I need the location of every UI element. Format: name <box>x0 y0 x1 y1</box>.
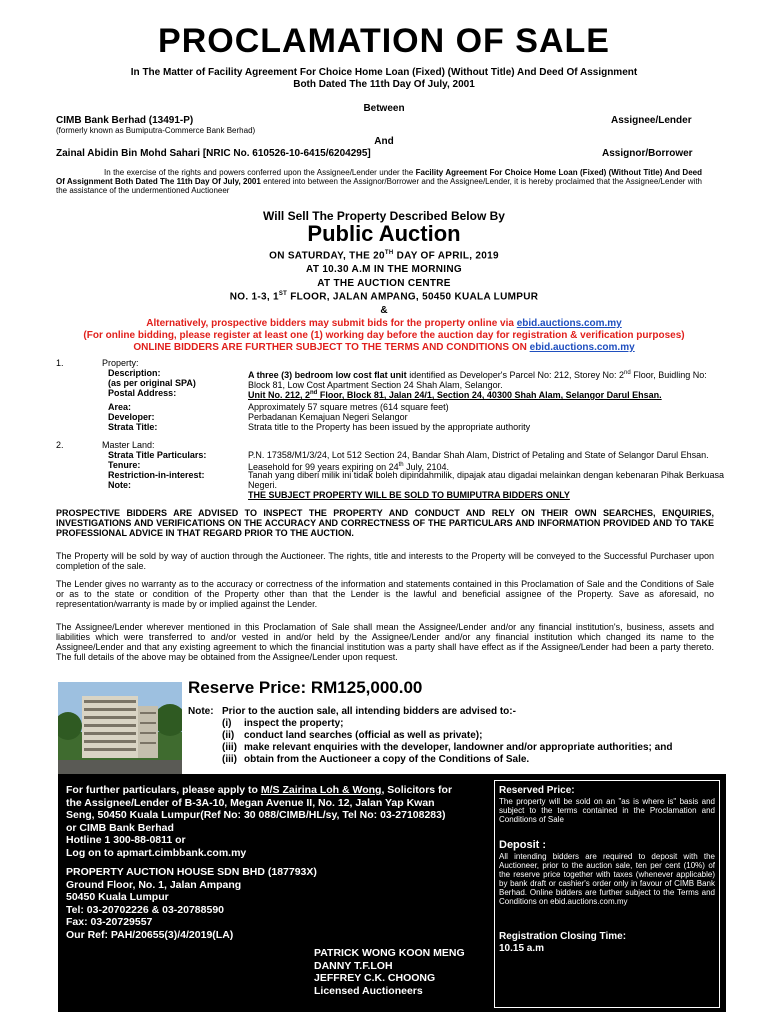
deposit-title: Deposit : <box>499 839 547 851</box>
intro-agreement: Facility Agreement For Choice Home Loan (Fixed) (Without Title) And Deed Of Assignment Both Dated The 11th Day Of July, 2001 <box>56 168 702 186</box>
note-item-1 <box>222 718 343 729</box>
auctioneer-1: PATRICK WONG KOON MENG <box>314 947 465 959</box>
auction-house-ref: Our Ref: PAH/20655(3)/4/2019(LA) <box>66 928 234 941</box>
between-label: Between <box>363 103 405 114</box>
tenure-value: Leasehold for 99 years expiring on 24th July, 2104. <box>248 462 449 472</box>
contact-line-4: or CIMB Bank Berhad <box>66 821 174 834</box>
matter-line-2: Both Dated The 11th Day Of July, 2001 <box>293 79 475 90</box>
auction-place-2: NO. 1-3, 1ST FLOOR, JALAN AMPANG, 50450 KUALA LUMPUR <box>229 291 539 303</box>
contact-1c: , Solicitors for <box>381 784 453 796</box>
public-auction-heading: Public Auction <box>307 221 461 246</box>
desc-value <box>248 368 724 390</box>
advice-paragraph: PROSPECTIVE BIDDERS ARE ADVISED TO INSPECT THE PROPERTY AND CONDUCT AND RELY ON THEIR OWN SEARCHES, ENQUIRIES, INVESTIGATIONS AND VERIFICATIONS ON THE ACCURACY AND CORRECTNESS OF THE PARTICULARS AND INFORMATION PROVIDED AND TO TAKE PROFESSIONAL ADVICE IN THAT REGARD PRIOR TO THE AUCTION. <box>56 508 714 538</box>
note-item-3-num: (iii) <box>222 742 237 753</box>
intro-paragraph <box>56 168 702 195</box>
master-heading: Master Land: <box>102 440 155 450</box>
desc-bold: A three (3) bedroom low cost flat unit <box>248 370 407 380</box>
note-item-3-text: make relevant enquiries with the developer, landowner and/or appropriate authorities; and <box>244 742 673 753</box>
property-heading: Property: <box>102 358 139 368</box>
stp-value: P.N. 17358/M1/3/24, Lot 512 Section 24, Bandar Shah Alam, District of Petaling and State of Selangor Darul Ehsan. <box>248 450 709 460</box>
registration-time: 10.15 a.m <box>499 943 545 954</box>
registration-title: Registration Closing Time: <box>499 931 627 942</box>
area-label: Area: <box>108 402 132 412</box>
ampersand: & <box>380 305 388 316</box>
contact-text <box>66 784 488 941</box>
note-item-1-text: inspect the property; <box>244 718 344 729</box>
online-line-1 <box>0 318 768 329</box>
solicitor-name: M/S Zairina Loh & Wong <box>260 784 382 796</box>
property-photo <box>58 682 182 774</box>
auctioneer-3: JEFFREY C.K. CHOONG <box>314 972 436 984</box>
party2-name: Zainal Abidin Bin Mohd Sahari [NRIC No. 610526-10-6415/6204295] <box>56 148 371 159</box>
contact-line-5: Hotline 1 300-88-0811 or <box>66 834 186 846</box>
contact-1a: For further particulars, please apply to <box>66 784 261 796</box>
reserve-price: Reserve Price: RM125,000.00 <box>188 678 423 697</box>
auction-house-address-2: 50450 Kuala Lumpur <box>66 891 169 903</box>
building-image <box>58 682 182 774</box>
online-text-3: ONLINE BIDDERS ARE FURTHER SUBJECT TO THE TERMS AND CONDITIONS ON <box>133 342 530 353</box>
party1-note: (formerly known as Bumiputra-Commerce Bank Berhad) <box>56 126 256 135</box>
auction-house-name: PROPERTY AUCTION HOUSE SDN BHD (187793X) <box>66 866 317 878</box>
party2-role: Assignor/Borrower <box>602 148 693 159</box>
note-item-4-text: obtain from the Auctioneer a copy of the Conditions of Sale. <box>244 754 530 765</box>
contact-line-1 <box>66 784 488 797</box>
auction-house-fax: Fax: 03-20729557 <box>66 916 153 928</box>
party1-name: CIMB Bank Berhad (13491-P) <box>56 115 194 126</box>
note-lead: Prior to the auction sale, all intending bidders are advised to:- <box>222 706 516 717</box>
auctioneer-title: Licensed Auctioneers <box>314 984 423 997</box>
desc-label: Description: <box>108 368 161 378</box>
postal-value: Unit No. 212, 2nd Floor, Block 81, Jalan 24/1, Section 24, 40300 Shah Alam, Selangor Darul Ehsan. <box>248 390 662 400</box>
online-text-1: Alternatively, prospective bidders may submit bids for the property online via <box>146 318 517 329</box>
note-value: THE SUBJECT PROPERTY WILL BE SOLD TO BUMIPUTRA BIDDERS ONLY <box>248 490 570 500</box>
tenure-label: Tenure: <box>108 460 141 470</box>
strata-label: Strata Title: <box>108 422 158 432</box>
page-title: PROCLAMATION OF SALE <box>158 22 610 60</box>
postal-label: Postal Address: <box>108 388 177 398</box>
auction-house-address-1: Ground Floor, No. 1, Jalan Ampang <box>66 878 242 891</box>
online-line-2: (For online bidding, please register at least one (1) working day before the auction day for registration & verification purposes) <box>83 330 685 341</box>
rp-title: Reserved Price: <box>499 785 575 796</box>
note-item-2-num: (ii) <box>222 730 235 741</box>
area-value: Approximately 57 square metres (614 square feet) <box>248 402 449 412</box>
ebid-link-1[interactable]: ebid.auctions.com.my <box>516 318 622 329</box>
intro-text-1: In the exercise of the rights and powers conferred upon the Assignee/Lender under the <box>104 168 416 177</box>
note-item-2-text: conduct land searches (official as well as private); <box>244 730 483 741</box>
note-item-1-num: (i) <box>222 718 232 729</box>
auction-time: AT 10.30 A.M IN THE MORNING <box>306 264 462 275</box>
rii-label: Restriction-in-interest: <box>108 470 205 480</box>
stp-label: Strata Title Particulars: <box>108 450 207 460</box>
auction-date: ON SATURDAY, THE 20TH DAY OF APRIL, 2019 <box>269 250 499 262</box>
note-item-4 <box>222 754 529 765</box>
rp-text: The property will be sold on an "as is where is" basis and subject to the terms contained in the Proclamation and Conditions of Sale <box>499 797 715 824</box>
developer-label: Developer: <box>108 412 155 422</box>
desc-rest: identified as Developer's Parcel No: 212, Storey No: 2nd Floor, Buidling No: Block 81, Low Cost Apartment Section 24 Shah Alam, Selangor. <box>248 370 707 390</box>
paragraph-3: The Assignee/Lender wherever mentioned in this Proclamation of Sale shall mean the Assignee/Lender and/or any financial institution's, business, assets and liabilities which were transferred to and/or vested in and/or held by the Assignee/Lender and/or any financial institution which changed its name to the Assignee/Lender and that any existing agreement to which the financial institution was a party shall have effect as if the Assignee/Lender had been a party thereto. The full details of the above may be obtained from the Assignee/Lender upon request. <box>56 622 714 662</box>
auctioneer-2: DANNY T.F.LOH <box>314 959 393 972</box>
contact-line-3: Seng, 50450 Kuala Lumpur(Ref No: 30 088/CIMB/HL/sy, Tel No: 03-27108283) <box>66 809 446 821</box>
master-number: 2. <box>56 440 64 450</box>
terms-box <box>494 780 720 1008</box>
intro-text-2: entered into between the Assignor/Borrower and the Assignee/Lender, it is hereby proclaimed that the Assignee/Lender with the assistance of the undermentioned Auctioneer <box>56 177 702 195</box>
property-number: 1. <box>56 358 64 368</box>
online-line-3 <box>0 342 768 353</box>
auctioneers <box>314 947 465 997</box>
and-label: And <box>374 136 394 147</box>
note-item-4-num: (iii) <box>222 754 237 765</box>
contact-panel <box>58 774 726 1012</box>
strata-value: Strata title to the Property has been issued by the appropriate authority <box>248 422 531 432</box>
contact-line-6: Log on to apmart.cimbbank.com.my <box>66 846 247 859</box>
rii-value: Tanah yang diberi milik ini tidak boleh dipindahmilik, dipajak atau digadai melainkan dengan kebenaran Pihak Berkuasa Negeri. <box>248 470 724 490</box>
contact-line-2: the Assignee/Lender of B-3A-10, Megan Avenue II, No. 12, Jalan Yap Kwan <box>66 796 435 809</box>
ebid-link-2[interactable]: ebid.auctions.com.my <box>529 342 635 353</box>
note-item-2 <box>222 730 482 741</box>
will-sell-heading: Will Sell The Property Described Below By <box>263 209 505 223</box>
note-intro: Note: <box>188 706 214 717</box>
note-label: Note: <box>108 480 131 490</box>
auction-place-1: AT THE AUCTION CENTRE <box>317 278 451 289</box>
deposit-text: All intending bidders are required to deposit with the Auctioneer, prior to the auction sale, ten per cent (10%) of the reserve price together with taxes (whenever applicable) by bank draft or cashier's order only in favour of CIMB Bank Berhad. Online bidders are further subject to the Terms and Conditions on ebid.auctions.com.my <box>499 852 715 906</box>
matter-line-1: In The Matter of Facility Agreement For Choice Home Loan (Fixed) (Without Title) And Deed Of Assignment <box>130 67 638 78</box>
developer-value: Perbadanan Kemajuan Negeri Selangor <box>248 412 408 422</box>
paragraph-1: The Property will be sold by way of auction through the Auctioneer. The rights, title and interests to the Property will be conveyed to the Successful Purchaser upon completion of the sale. <box>56 551 714 571</box>
paragraph-2: The Lender gives no warranty as to the accuracy or correctness of the information and statements contained in this Proclamation of Sale and the Conditions of Sale or as to the state or condition of the Property other than that the Lender is the lawful and beneficial assignee of the Property. Save as aforesaid, no representation/warranty is made by or implied against the Lender. <box>56 579 714 609</box>
spa-label: (as per original SPA) <box>108 378 196 388</box>
note-item-3 <box>222 742 672 753</box>
auction-house-tel: Tel: 03-20702226 & 03-20788590 <box>66 903 225 916</box>
party1-role: Assignee/Lender <box>611 115 692 126</box>
